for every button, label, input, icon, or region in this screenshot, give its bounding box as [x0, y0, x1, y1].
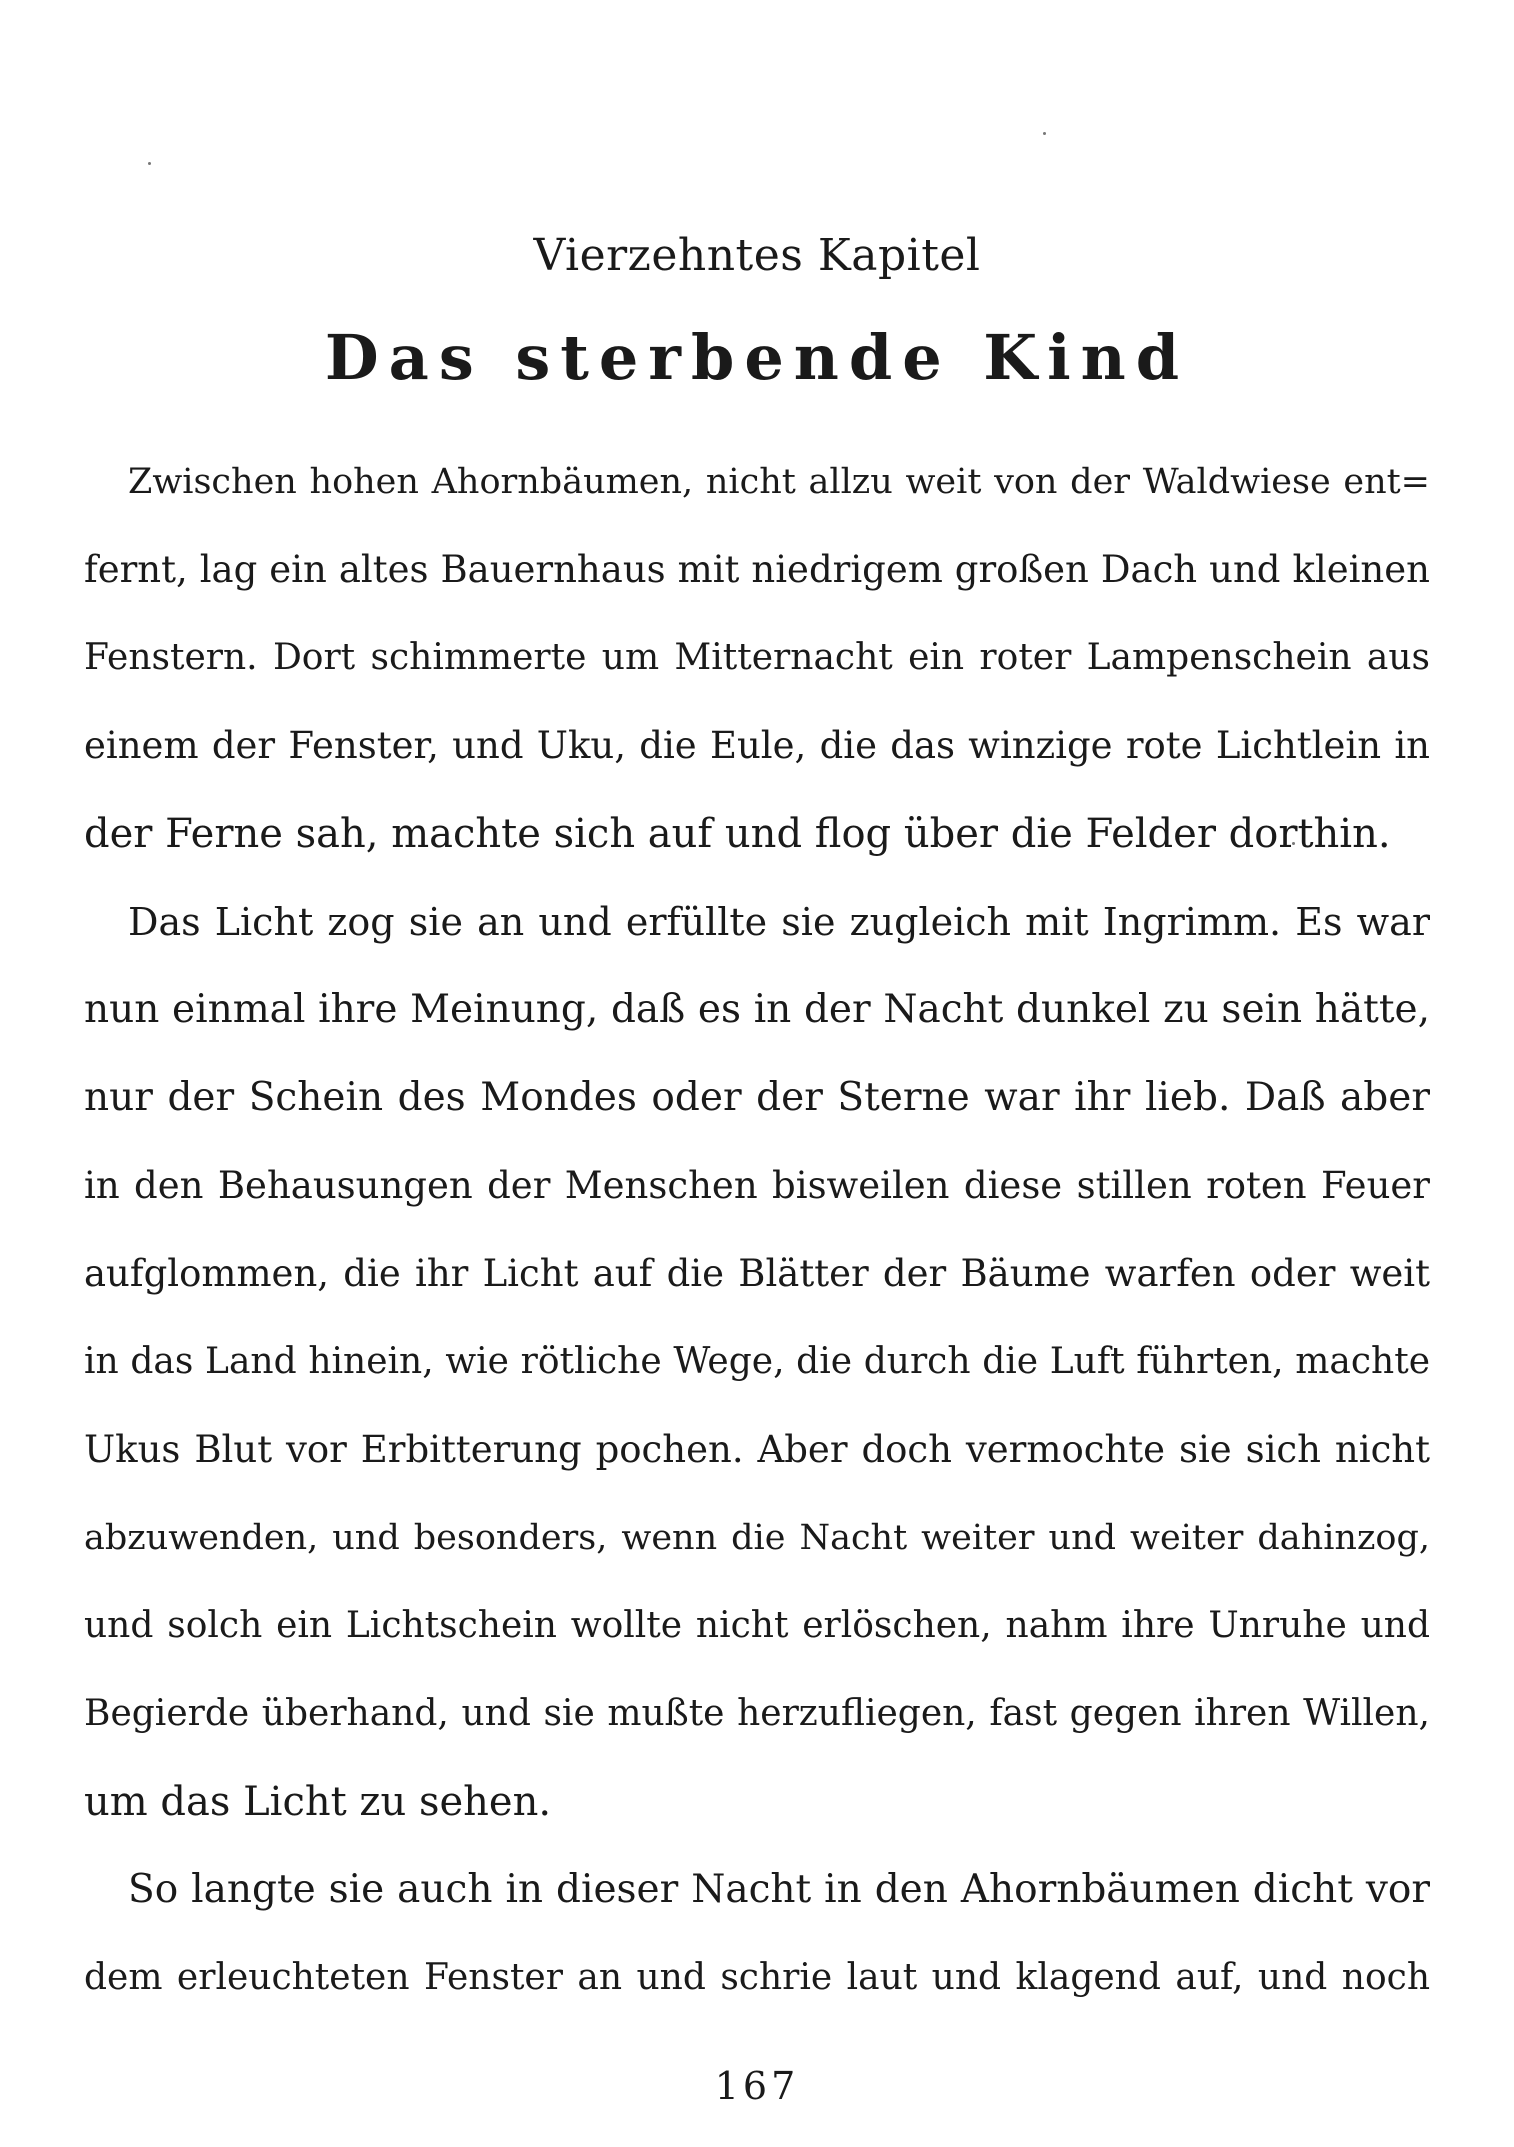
paper-speck	[1043, 132, 1046, 135]
page-number: 167	[714, 2064, 800, 2108]
text-line: fernt, lag ein altes Bauernhaus mit niedrigem großen Dach und kleinen	[84, 548, 1430, 591]
text-line: aufglommen, die ihr Licht auf die Blätter der Bäume warfen oder weit	[84, 1252, 1430, 1295]
chapter-label: Vierzehntes Kapitel	[533, 230, 981, 281]
text-line: nur der Schein des Mondes oder der Sterne war ihr lieb. Daß aber	[84, 1075, 1430, 1120]
paper-speck	[148, 162, 151, 165]
text-line: Das Licht zog sie an und erfüllte sie zugleich mit Ingrimm. Es war	[128, 900, 1430, 944]
chapter-title: Das sterbende Kind	[324, 321, 1190, 394]
text-line: und solch ein Lichtschein wollte nicht erlöschen, nahm ihre Unruhe und	[84, 1605, 1430, 1646]
text-line: um das Licht zu sehen.	[84, 1779, 552, 1825]
text-line: dem erleuchteten Fenster an und schrie laut und klagend auf, und noch	[84, 1957, 1430, 1998]
text-line: in den Behausungen der Menschen bisweilen diese stillen roten Feuer	[84, 1164, 1430, 1207]
text-line: Begierde überhand, und sie mußte herzufliegen, fast gegen ihren Willen,	[84, 1693, 1430, 1734]
text-line: der Ferne sah, machte sich auf und flog über die Felder dorthin.	[84, 811, 1391, 857]
text-line: einem der Fenster, und Uku, die Eule, die das winzige rote Lichtlein in	[84, 724, 1430, 767]
text-line: in das Land hinein, wie rötliche Wege, die durch die Luft führten, machte	[84, 1341, 1430, 1382]
text-line: Fenstern. Dort schimmerte um Mitternacht ein roter Lampenschein aus	[84, 637, 1430, 678]
text-line: Zwischen hohen Ahornbäumen, nicht allzu weit von der Waldwiese ent=	[128, 462, 1430, 502]
text-line: Ukus Blut vor Erbitterung pochen. Aber doch vermochte sie sich nicht	[84, 1428, 1430, 1471]
text-line: So langte sie auch in dieser Nacht in den Ahornbäumen dicht vor	[128, 1867, 1430, 1912]
text-line: nun einmal ihre Meinung, daß es in der Nacht dunkel zu sein hätte,	[84, 987, 1430, 1032]
text-line: abzuwenden, und besonders, wenn die Nacht weiter und weiter dahinzog,	[84, 1518, 1430, 1558]
